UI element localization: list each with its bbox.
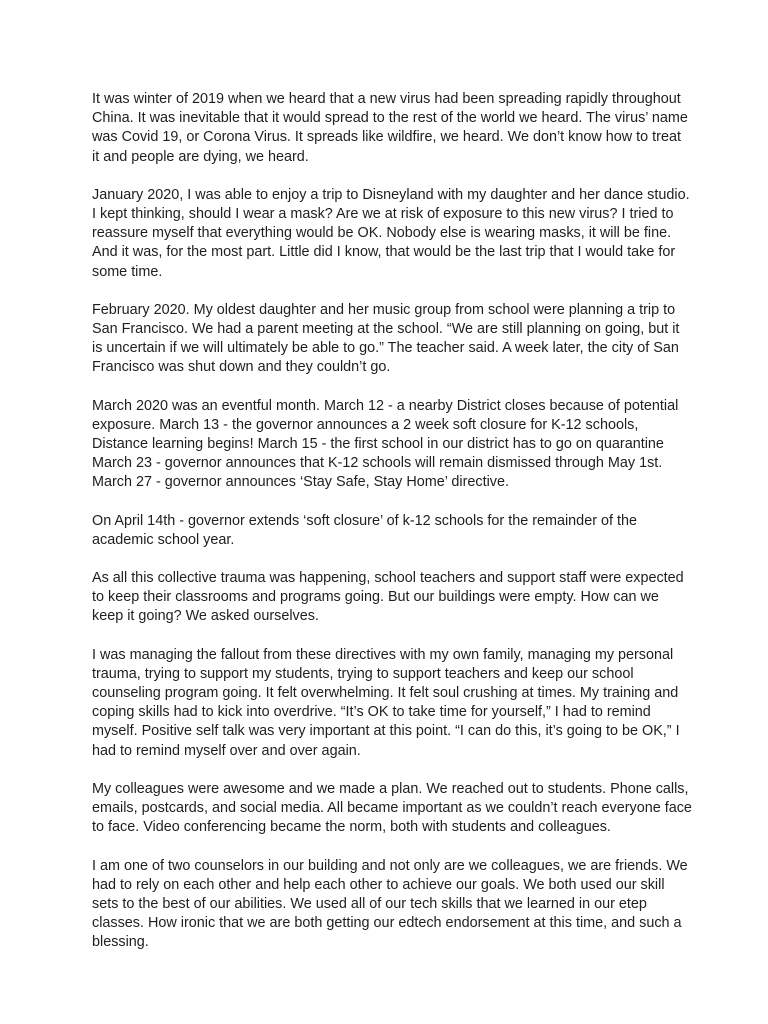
paragraph-colleagues-plan: My colleagues were awesome and we made a plan. We reached out to students. Phone calls, emails, postcards, and social media. All became important as we couldn’t reach everyone face to face. Video conferencing became the norm, both with students and colleagues. [92,780,692,836]
paragraph-january-2020: January 2020, I was able to enjoy a trip to Disneyland with my daughter and her dance studio. I kept thinking, should I wear a mask? Are we at risk of exposure to this new virus? I tried to reassure myself that everything would be OK. Nobody else is wearing masks, it will be fine. And it was, for the most part. Little did I know, that would be the last trip that I would take for some time. [92,186,690,280]
paragraph-march-2020: March 2020 was an eventful month. March 12 - a nearby District closes because of potential exposure. March 13 - the governor announces a 2 week soft closure for K-12 schools, Distance learning begins! March 15 - the first school in our district has to go on quarantine March 23 - governor announces that K-12 schools will remain dismissed through May 1st. March 27 - governor announces ‘Stay Safe, Stay Home’ directive. [92,397,679,491]
paragraph-managing-fallout: I was managing the fallout from these directives with my own family, managing my personal trauma, trying to support my students, trying to support teachers and keep our school counseling program going. It felt overwhelming. It felt soul crushing at times. My training and coping skills had to kick into overdrive. “It’s OK to take time for yourself,” I had to remind myself. Positive self talk was very important at this point. “I can do this, it’s going to be OK,” I had to remind myself over and over again. [92,646,680,759]
paragraph-two-counselors: I am one of two counselors in our building and not only are we colleagues, we are friends. We had to rely on each other and help each other to achieve our goals. We both used our skill sets to the best of our abilities. We used all of our tech skills that we learned in our etep classes. How ironic that we are both getting our edtech endorsement at this time, and such a blessing. [92,857,688,951]
paragraph-april-14: On April 14th - governor extends ‘soft closure’ of k-12 schools for the remainder of the academic school year. [92,512,637,548]
paragraph-february-2020: February 2020. My oldest daughter and her music group from school were planning a trip to San Francisco. We had a parent meeting at the school. “We are still planning on going, but it is uncertain if we will ultimately be able to go.” The teacher said. A week later, the city of San Francisco was shut down and they couldn’t go. [92,301,680,376]
document-body [92,90,692,972]
paragraph-collective-trauma: As all this collective trauma was happening, school teachers and support staff were expected to keep their classrooms and programs going. But our buildings were empty. How can we keep it going? We asked ourselves. [92,570,684,625]
paragraph-winter-2019: It was winter of 2019 when we heard that a new virus had been spreading rapidly throughout China. It was inevitable that it would spread to the rest of the world we heard. The virus’ name was Covid 19, or Corona Virus. It spreads like wildfire, we heard. We don’t know how to treat it and people are dying, we heard. [92,91,688,165]
